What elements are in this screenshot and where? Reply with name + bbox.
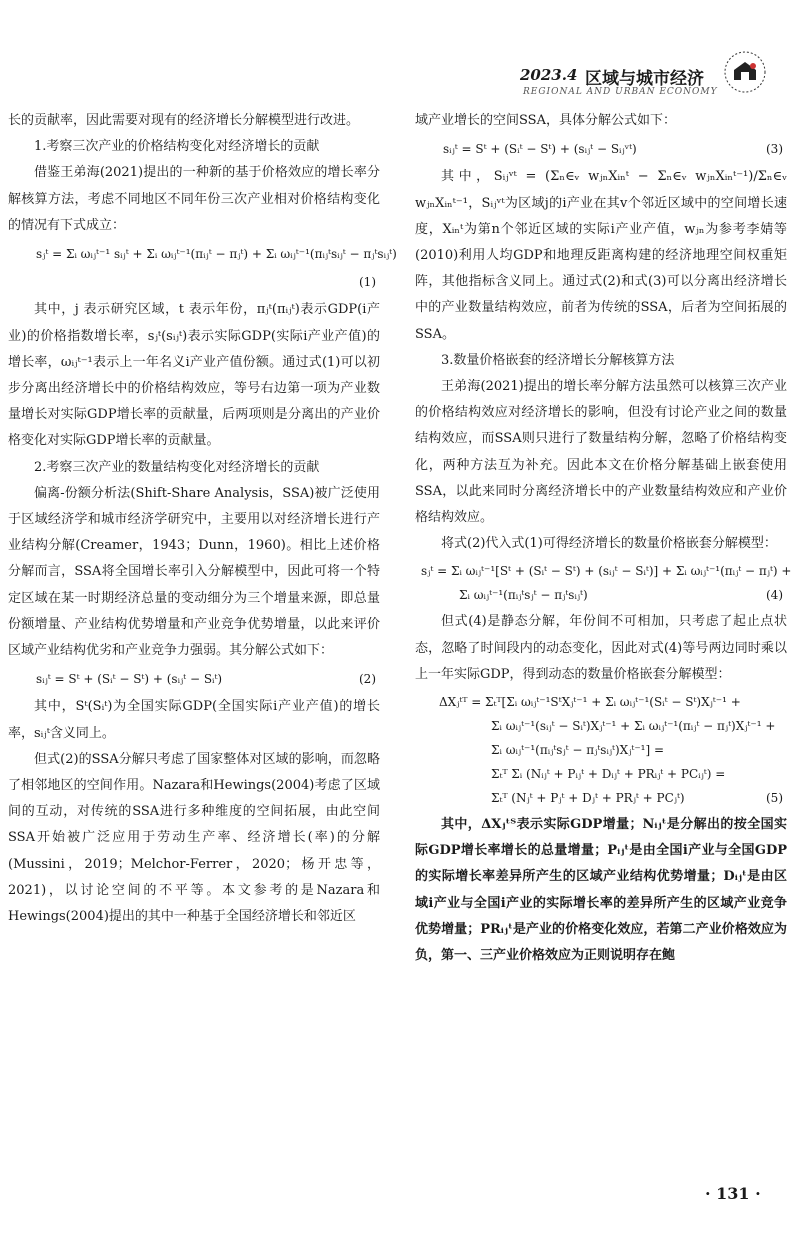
- equation-number: (4): [766, 588, 783, 603]
- paragraph: 将式(2)代入式(1)可得经济增长的数量价格嵌套分解模型：: [441, 536, 777, 552]
- equation-2: [8, 666, 380, 692]
- journal-title: 区域与城市经济: [585, 69, 704, 89]
- paragraph: 域产业增长的空间SSA，具体分解公式如下：: [415, 113, 676, 128]
- equation-line: Σᵢ ωᵢⱼᵗ⁻¹(πᵢⱼᵗsⱼᵗ − πⱼᵗsᵢⱼᵗ): [459, 588, 588, 603]
- left-column: [8, 108, 397, 930]
- equation-line: sⱼᵗ = Σᵢ ωᵢⱼᵗ⁻¹[Sᵗ + (Sᵢᵗ − Sᵗ) + (sᵢⱼᵗ − Sᵢᵗ)] + Σᵢ ωᵢⱼᵗ⁻¹(πᵢⱼᵗ − πⱼᵗ) +: [421, 564, 792, 579]
- equation-body: sⱼᵗ = Σᵢ ωᵢⱼᵗ⁻¹ sᵢⱼᵗ + Σᵢ ωᵢⱼᵗ⁻¹(πᵢⱼᵗ − πⱼᵗ) + Σᵢ ωᵢⱼᵗ⁻¹(πᵢⱼᵗsᵢⱼᵗ − πⱼᵗsᵢⱼᵗ): [36, 247, 397, 262]
- equation-5: [415, 690, 787, 810]
- paragraph: 王弟海(2021)提出的增长率分解方法虽然可以核算三次产业的价格结构效应对经济增长的影响，但没有讨论产业之间的数量结构效应，而SSA则只进行了数量结构分解，忽略了价格结构变化，两种方法互为补充。因此本文在价格分解基础上嵌套使用SSA，以此来同时分离经济增长中的产业数量结构效应和产业价格结构效应。: [415, 379, 787, 526]
- paragraph: 其中，Sᵢⱼᵛᵗ = (Σₙ∈ᵥ wⱼₙXᵢₙᵗ − Σₙ∈ᵥ wⱼₙXᵢₙᵗ⁻¹)/Σₙ∈ᵥ wⱼₙXᵢₙᵗ⁻¹，Sᵢⱼᵛᵗ为区域j的i产业在其v个邻近区域中的空间增长速度，Xᵢₙᵗ为第n个邻近区域的实际i产业产值，wⱼₙ为参考李婧等(2010)利用人均GDP和地理反距离构建的经济地理空间权重矩阵，其他指标含义同上。通过式(2)和式(3)可以分离出经济增长中的产业数量结构效应，前者为传统的SSA，后者为空间拓展的SSA。: [415, 169, 787, 342]
- paragraph: 其中，ΔXⱼᵗᵀ表示实际GDP增量；Nᵢⱼᵗ是分解出的按全国实际GDP增长率增长的总量增量；Pᵢⱼᵗ是由全国i产业与全国GDP的实际增长率差异所产生的区域产业结构优势增量；Dᵢⱼᵗ是由区域i产业与全国i产业的实际增长率的差异所产生的区域产业竞争优势增量；PRᵢⱼᵗ是产业的价格变化效应，若第二产业价格效应为负，第一、三产业价格效应为正则说明存在鲍: [415, 817, 787, 964]
- paragraph: 但式(2)的SSA分解只考虑了国家整体对区域的影响，而忽略了相邻地区的空间作用。Nazara和Hewings(2004)考虑了区域间的互动，对传统的SSA进行多种维度的空间拓展，由此空间SSA开始被广泛应用于劳动生产率、经济增长(率)的分解(Mussini，2019；Melchor-Ferrer，2020；杨开忠等，2021)，以讨论空间的不平等。本文参考的是Nazara和Hewings(2004)提出的其中一种基于全国经济增长和邻近区: [8, 751, 380, 925]
- equation-number: (5): [766, 791, 783, 806]
- journal-subtitle-en: REGIONAL AND URBAN ECONOMY: [523, 87, 718, 97]
- equation-line: Σₜᵀ (Nⱼᵗ + Pⱼᵗ + Dⱼᵗ + PRⱼᵗ + PCⱼᵗ): [491, 791, 685, 806]
- equation-line: ΔXⱼᵗᵀ = Σₜᵀ[Σᵢ ωᵢⱼᵗ⁻¹SᵗXⱼᵗ⁻¹ + Σᵢ ωᵢⱼᵗ⁻¹(Sᵢᵗ − Sᵗ)Xⱼᵗ⁻¹ +: [439, 695, 741, 710]
- equation-number: (3): [766, 142, 783, 157]
- equation-3: [415, 136, 787, 162]
- journal-header: [0, 62, 800, 102]
- journal-issue: 2023.4: [520, 66, 578, 84]
- equation-line: Σᵢ ωᵢⱼᵗ⁻¹(sᵢⱼᵗ − Sᵢᵗ)Xⱼᵗ⁻¹ + Σᵢ ωᵢⱼᵗ⁻¹(πᵢⱼᵗ − πⱼᵗ)Xⱼᵗ⁻¹ +: [491, 719, 776, 734]
- equation-1: [8, 241, 397, 267]
- section-heading: 2.考察三次产业的数量结构变化对经济增长的贡献: [34, 459, 320, 475]
- equation-number: (2): [359, 672, 376, 687]
- equation-line: Σₜᵀ Σᵢ (Nᵢⱼᵗ + Pᵢⱼᵗ + Dᵢⱼᵗ + PRᵢⱼᵗ + PCᵢⱼᵗ) =: [491, 767, 726, 782]
- right-column: [415, 108, 792, 969]
- section-heading: 3.数量价格嵌套的经济增长分解核算方法: [441, 352, 675, 368]
- paragraph: 偏离-份额分析法(Shift-Share Analysis，SSA)被广泛使用于区域经济学和城市经济学研究中，主要用以对经济增长进行产业结构分解(Creamer，1943；Dunn，1960)。相比上述价格分解而言，SSA将全国增长率引入分解模型中，因此可将一个特定区域在某一时期经济总量的变动细分为三个增量来源，即总量份额增量、产业结构优势增量和产业竞争优势增量，以此来评价区域产业结构优劣和产业竞争力强弱。其分解公式如下：: [8, 485, 380, 659]
- paragraph: 长的贡献率，因此需要对现有的经济增长分解模型进行改进。: [8, 113, 360, 128]
- equation-4: [415, 559, 792, 607]
- journal-seal-icon: [722, 50, 768, 94]
- equation-body: sᵢⱼᵗ = Sᵗ + (Sᵢᵗ − Sᵗ) + (sᵢⱼᵗ − Sᵢᵗ): [36, 672, 223, 687]
- page-number: · 131 ·: [705, 1184, 761, 1203]
- paragraph: 其中，j 表示研究区域，t 表示年份，πⱼᵗ(πᵢⱼᵗ)表示GDP(i产业)的价格指数增长率，sⱼᵗ(sᵢⱼᵗ)表示实际GDP(实际i产业产值)的增长率，ωᵢⱼᵗ⁻¹表示上一年名义i产业产值份额。通过式(1)可以初步分离出经济增长中的价格结构效应，等号右边第一项为产业数量增长对实际GDP增长率的贡献量，后两项则是分离出的产业价格变化对实际GDP增长率的贡献量。: [8, 302, 380, 449]
- equation-body: sᵢⱼᵗ = Sᵗ + (Sᵢᵗ − Sᵗ) + (sᵢⱼᵗ − Sᵢⱼᵛᵗ): [443, 142, 637, 157]
- equation-line: Σᵢ ωᵢⱼᵗ⁻¹(πᵢⱼᵗsⱼᵗ − πⱼᵗsᵢⱼᵗ)Xⱼᵗ⁻¹] =: [491, 743, 665, 758]
- section-heading: 1.考察三次产业的价格结构变化对经济增长的贡献: [34, 139, 320, 155]
- paragraph: 但式(4)是静态分解，年份间不可相加，只考虑了起止点状态，忽略了时间段内的动态变化，因此对式(4)等号两边同时乘以上一年实际GDP，得到动态的数量价格嵌套分解模型：: [415, 614, 787, 682]
- equation-number: (1): [359, 275, 376, 290]
- paragraph: 其中，Sᵗ(Sᵢᵗ)为全国实际GDP(全国实际i产业产值)的增长率，sᵢⱼᵗ含义同上。: [8, 699, 380, 741]
- paragraph: 借鉴王弟海(2021)提出的一种新的基于价格效应的增长率分解核算方法，考虑不同地区不同年份三次产业相对价格结构变化的情况有下式成立：: [8, 165, 380, 233]
- equation-number-row: [8, 269, 380, 295]
